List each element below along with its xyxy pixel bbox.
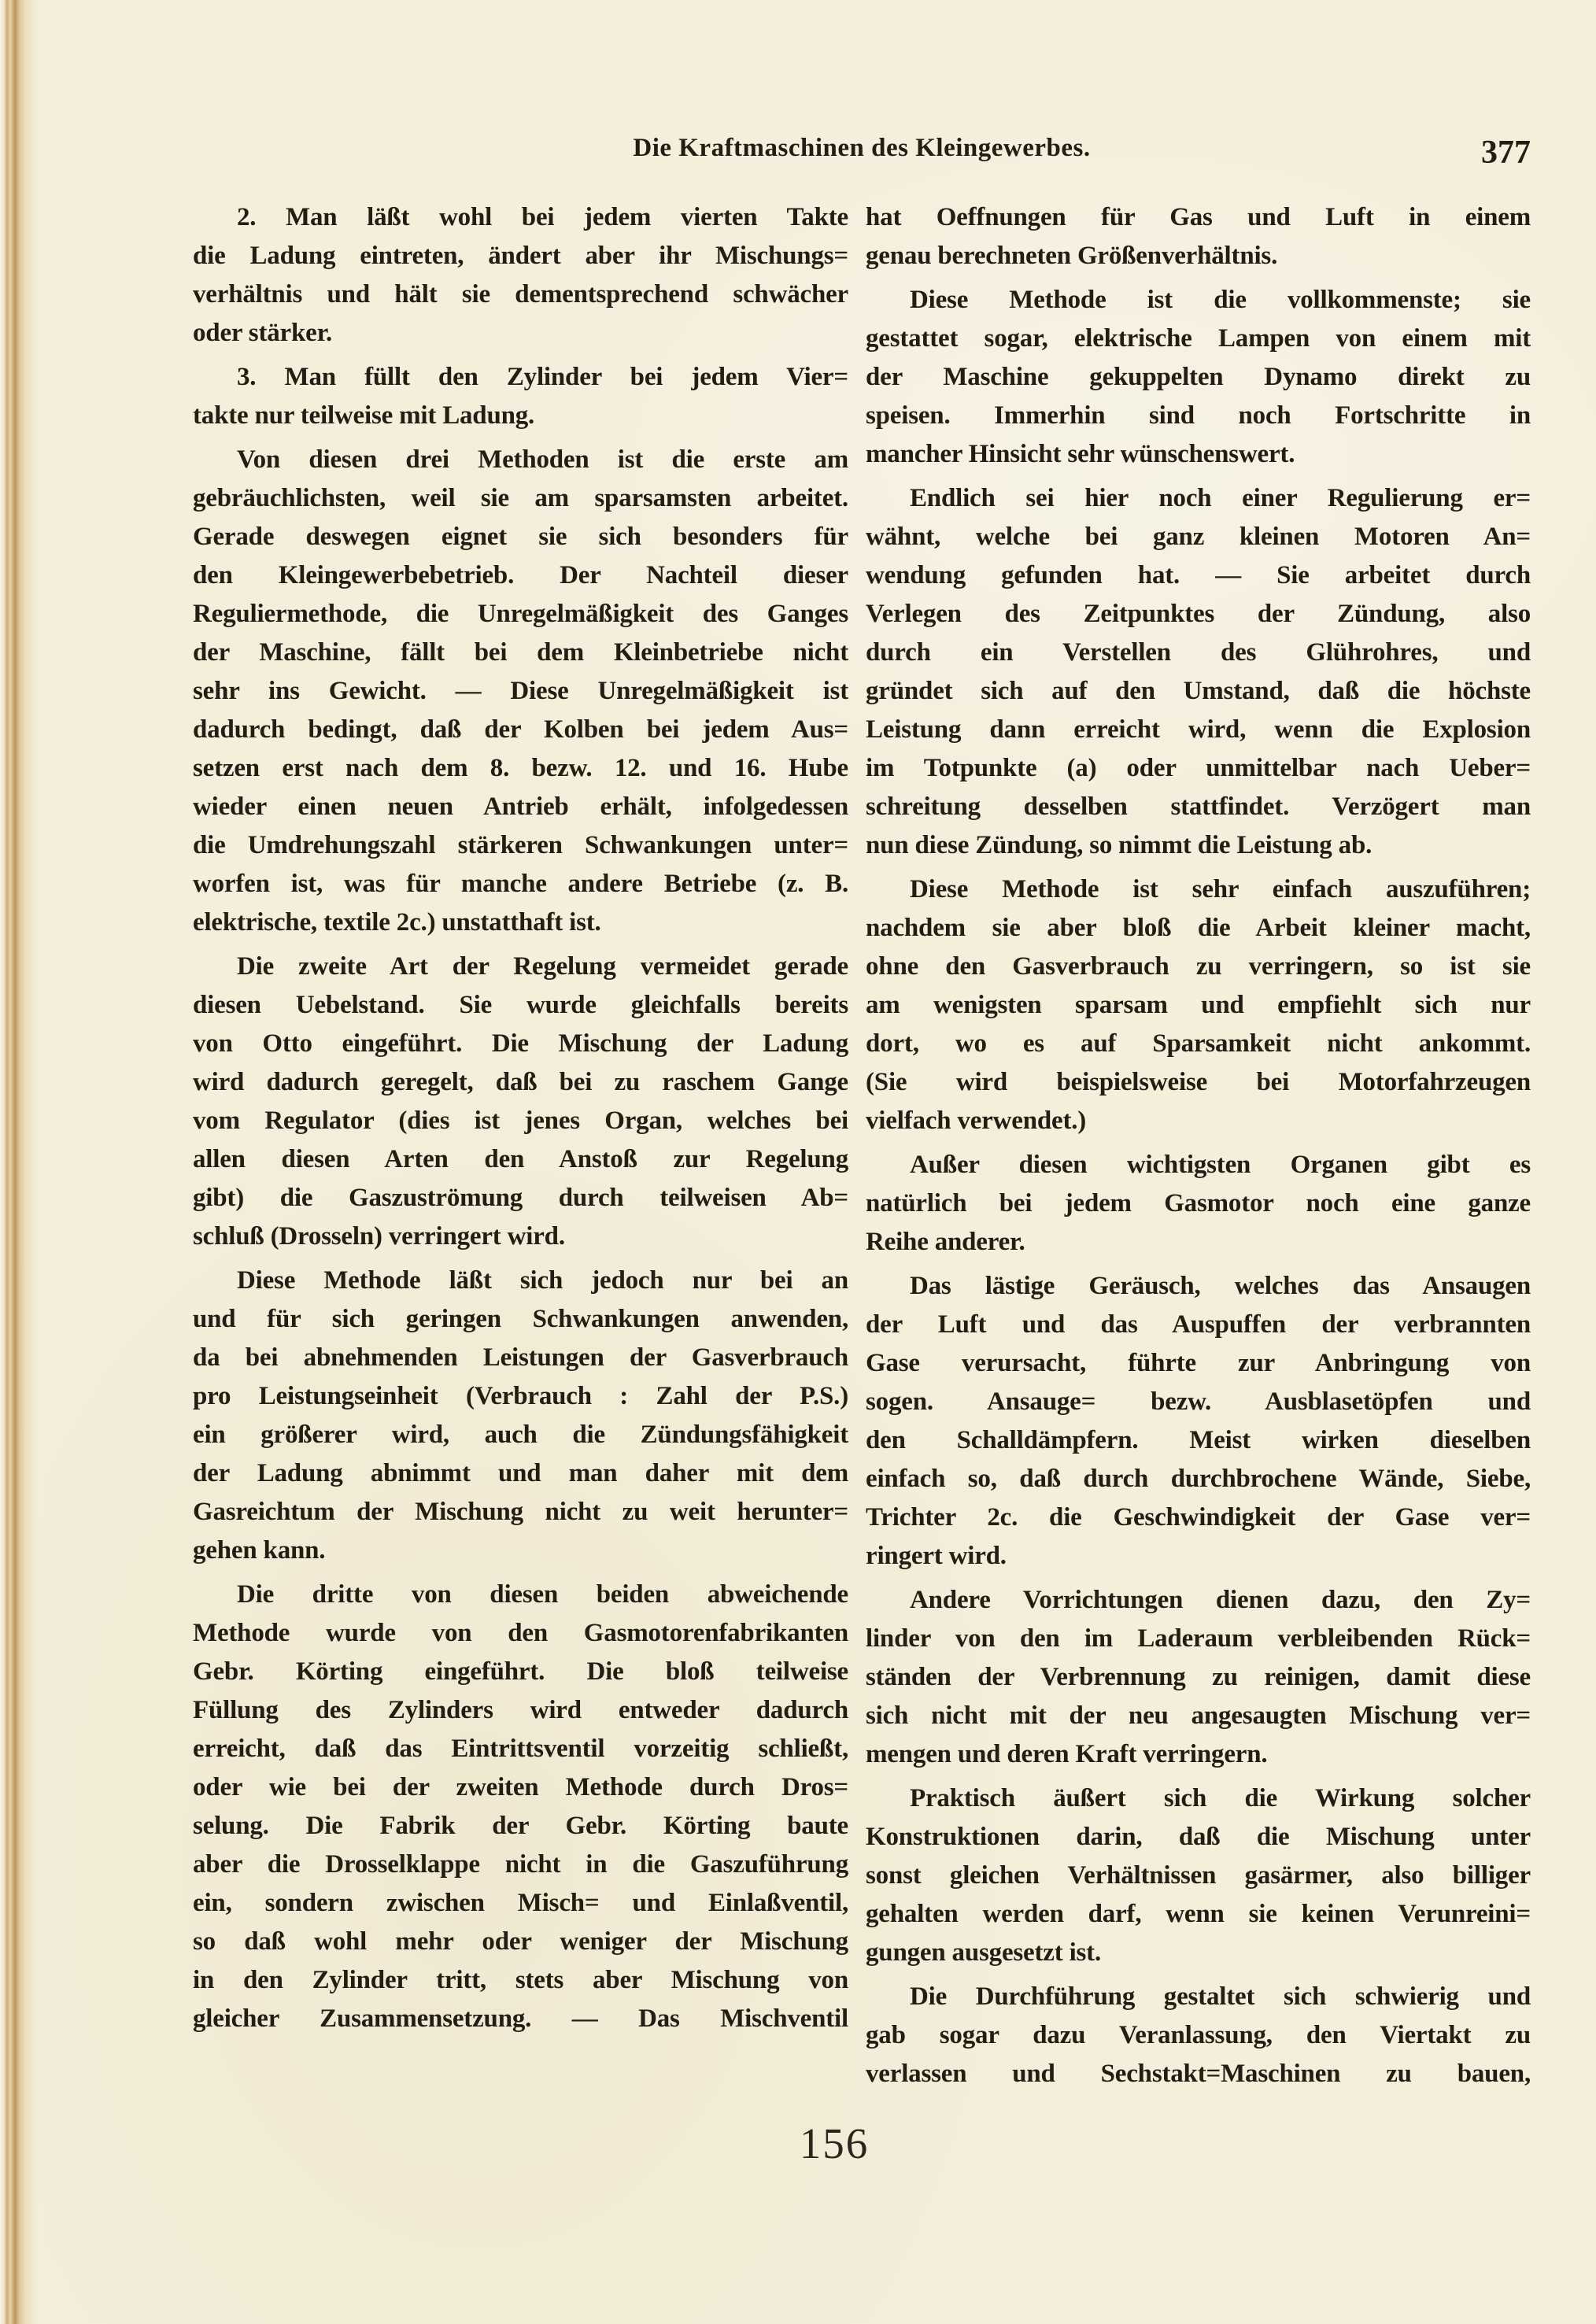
text-line: wird dadurch geregelt, daß bei zu raschem Gange (193, 1068, 848, 1096)
text-line: den Kleingewerbebetrieb. Der Nachteil dieser (193, 561, 848, 589)
page-number: 377 (1481, 135, 1531, 171)
text-line: sehr ins Gewicht. — Diese Unregelmäßigkeit ist (193, 677, 848, 705)
paragraph (193, 948, 848, 1256)
text-line: gestattet sogar, elektrische Lampen von einem mit (866, 324, 1531, 353)
text-line: die Umdrehungszahl stärkeren Schwankungen unter= (193, 831, 848, 859)
text-line: ein größerer wird, auch die Zündungsfähigkeit (193, 1421, 848, 1449)
text-line: genau berechneten Größenverhältnis. (866, 242, 1278, 270)
text-line: im Totpunkte (a) oder unmittelbar nach Ueber= (866, 754, 1531, 782)
text-line: Die zweite Art der Regelung vermeidet gerade (237, 952, 848, 981)
text-line: ohne den Gasverbrauch zu verringern, so ist sie (866, 952, 1531, 981)
text-line: Reihe anderer. (866, 1228, 1025, 1256)
text-line: vielfach verwendet.) (866, 1107, 1087, 1135)
text-line: ständen der Verbrennung zu reinigen, damit diese (866, 1663, 1531, 1691)
text-line: selung. Die Fabrik der Gebr. Körting baute (193, 1812, 848, 1840)
text-line: Verlegen des Zeitpunktes der Zündung, also (866, 600, 1531, 628)
page-title: Die Kraftmaschinen des Kleingewerbes. (633, 134, 1091, 162)
text-line: Methode wurde von den Gasmotorenfabrikanten (193, 1619, 848, 1647)
text-line: 2. Man läßt wohl bei jedem vierten Takte (237, 203, 848, 231)
text-line: Reguliermethode, die Unregelmäßigkeit des Ganges (193, 600, 848, 628)
text-line: elektrische, textile 2c.) unstatthaft ist. (193, 908, 601, 937)
text-line: vom Regulator (dies ist jenes Organ, welches bei (193, 1107, 848, 1135)
text-line: in den Zylinder tritt, stets aber Mischung von (193, 1966, 848, 1994)
text-line: erreicht, daß das Eintrittsventil vorzeitig schließt, (193, 1735, 848, 1763)
text-line: so daß wohl mehr oder weniger der Mischung (193, 1927, 848, 1956)
text-line: allen diesen Arten den Anstoß zur Regelung (193, 1145, 848, 1173)
text-line: der Ladung abnimmt und man daher mit dem (193, 1459, 848, 1487)
text-line: von Otto eingeführt. Die Mischung der Ladung (193, 1029, 848, 1058)
text-line: Andere Vorrichtungen dienen dazu, den Zy= (910, 1586, 1531, 1614)
paragraph (866, 198, 1531, 275)
paragraph (866, 281, 1531, 474)
text-line: Diese Methode läßt sich jedoch nur bei an (237, 1266, 848, 1295)
column-right (866, 198, 1531, 2093)
text-line: mengen und deren Kraft verringern. (866, 1740, 1268, 1768)
text-line: wendung gefunden hat. — Sie arbeitet durch (866, 561, 1531, 589)
text-line: Gase verursacht, führte zur Anbringung von (866, 1349, 1531, 1377)
text-line: diesen Uebelstand. Sie wurde gleichfalls bereits (193, 991, 848, 1019)
paragraph (866, 1978, 1531, 2093)
text-line: und für sich geringen Schwankungen anwenden, (193, 1305, 848, 1333)
signature-number: 156 (799, 2119, 870, 2167)
text-line: gab sogar dazu Veranlassung, den Viertakt zu (866, 2021, 1531, 2049)
paragraph (193, 1576, 848, 2038)
text-line: speisen. Immerhin sind noch Fortschritte in (866, 401, 1531, 430)
text-line: Leistung dann erreicht wird, wenn die Explosion (866, 715, 1531, 744)
text-line: Außer diesen wichtigsten Organen gibt es (910, 1151, 1531, 1179)
column-left (193, 198, 848, 2038)
text-line: Die dritte von diesen beiden abweichende (237, 1580, 848, 1609)
text-line: Von diesen drei Methoden ist die erste am (237, 445, 848, 474)
text-line: durch ein Verstellen des Glührohres, und (866, 638, 1531, 667)
text-line: gehen kann. (193, 1536, 326, 1565)
text-line: Füllung des Zylinders wird entweder dadurch (193, 1696, 848, 1724)
text-line: sonst gleichen Verhältnissen gasärmer, also billiger (866, 1861, 1531, 1890)
text-line: da bei abnehmenden Leistungen der Gasverbrauch (193, 1343, 848, 1372)
text-line: aber die Drosselklappe nicht in die Gaszuführung (193, 1850, 848, 1879)
text-line: gründet sich auf den Umstand, daß die höchste (866, 677, 1531, 705)
text-line: der Luft und das Auspuffen der verbrannten (866, 1310, 1531, 1339)
text-line: ein, sondern zwischen Misch= und Einlaßventil, (193, 1889, 848, 1917)
text-line: sogen. Ansauge= bezw. Ausblasetöpfen und (866, 1387, 1531, 1416)
text-line: pro Leistungseinheit (Verbrauch : Zahl der P.S.) (193, 1382, 848, 1410)
text-line: oder stärker. (193, 319, 333, 347)
text-line: einfach so, daß durch durchbrochene Wände, Siebe, (866, 1465, 1531, 1493)
text-line: gehalten werden darf, wenn sie keinen Verunreini= (866, 1900, 1531, 1928)
paragraph (866, 1779, 1531, 1972)
text-line: schreitung desselben stattfindet. Verzögert man (866, 793, 1531, 821)
text-line: Das lästige Geräusch, welches das Ansaugen (910, 1272, 1531, 1300)
text-line: natürlich bei jedem Gasmotor noch eine ganze (866, 1189, 1531, 1217)
text-line: oder wie bei der zweiten Methode durch Dros= (193, 1773, 848, 1801)
text-line: schluß (Drosseln) verringert wird. (193, 1222, 565, 1251)
paragraph (866, 479, 1531, 865)
text-line: nun diese Zündung, so nimmt die Leistung ab. (866, 831, 1372, 859)
text-line: den Schalldämpfern. Meist wirken dieselben (866, 1426, 1531, 1454)
text-line: Endlich sei hier noch einer Regulierung er= (910, 484, 1531, 512)
text-line: worfen ist, was für manche andere Betriebe (z. B. (193, 870, 848, 898)
text-line: Gasreichtum der Mischung nicht zu weit herunter= (193, 1498, 848, 1526)
paragraph (866, 1267, 1531, 1576)
text-line: wieder einen neuen Antrieb erhält, infolgedessen (193, 793, 848, 821)
text-line: gebräuchlichsten, weil sie am sparsamsten arbeitet. (193, 484, 848, 512)
text-line: (Sie wird beispielsweise bei Motorfahrzeugen (866, 1068, 1531, 1096)
text-line: linder von den im Laderaum verbleibenden Rück= (866, 1624, 1531, 1653)
running-head (193, 124, 1531, 172)
paragraph (193, 441, 848, 942)
text-line: takte nur teilweise mit Ladung. (193, 401, 535, 430)
text-line: setzen erst nach dem 8. bezw. 12. und 16. Hube (193, 754, 848, 782)
text-line: dort, wo es auf Sparsamkeit nicht ankommt. (866, 1029, 1531, 1058)
text-line: Gerade deswegen eignet sie sich besonders für (193, 523, 848, 551)
text-line: verlassen und Sechstakt=Maschinen zu bauen, (866, 2060, 1531, 2088)
text-line: hat Oeffnungen für Gas und Luft in einem (866, 203, 1531, 231)
text-line: Konstruktionen darin, daß die Mischung unter (866, 1823, 1531, 1851)
text-line: wähnt, welche bei ganz kleinen Motoren An= (866, 523, 1531, 551)
paragraph (193, 1262, 848, 1570)
text-line: mancher Hinsicht sehr wünschenswert. (866, 440, 1295, 468)
text-line: am wenigsten sparsam und empfiehlt sich nur (866, 991, 1531, 1019)
text-line: 3. Man füllt den Zylinder bei jedem Vier= (237, 363, 848, 391)
text-line: Praktisch äußert sich die Wirkung solcher (910, 1784, 1531, 1812)
text-line: der Maschine, fällt bei dem Kleinbetriebe nicht (193, 638, 848, 667)
text-line: der Maschine gekuppelten Dynamo direkt zu (866, 363, 1531, 391)
text-line: gungen ausgesetzt ist. (866, 1938, 1102, 1967)
paragraph (193, 198, 848, 353)
paragraph (866, 870, 1531, 1140)
binding-edge (0, 0, 41, 2324)
text-line: dadurch bedingt, daß der Kolben bei jedem Aus= (193, 715, 848, 744)
paragraph (866, 1581, 1531, 1774)
text-line: die Ladung eintreten, ändert aber ihr Mischungs= (193, 242, 848, 270)
text-line: nachdem sie aber bloß die Arbeit kleiner macht, (866, 914, 1531, 942)
text-line: Diese Methode ist sehr einfach auszuführen; (910, 875, 1531, 903)
paragraph (193, 358, 848, 435)
text-line: gibt) die Gaszuströmung durch teilweisen Ab= (193, 1184, 848, 1212)
text-line: Gebr. Körting eingeführt. Die bloß teilweise (193, 1657, 848, 1686)
text-line: sich nicht mit der neu angesaugten Mischung ver= (866, 1701, 1531, 1730)
text-line: verhältnis und hält sie dementsprechend schwächer (193, 280, 848, 309)
text-line: ringert wird. (866, 1542, 1007, 1570)
paragraph (866, 1146, 1531, 1262)
text-line: Trichter 2c. die Geschwindigkeit der Gase ver= (866, 1503, 1531, 1531)
text-line: gleicher Zusammensetzung. — Das Mischventil (193, 2004, 848, 2033)
text-line: Diese Methode ist die vollkommenste; sie (910, 286, 1531, 314)
text-line: Die Durchführung gestaltet sich schwierig und (910, 1982, 1531, 2011)
